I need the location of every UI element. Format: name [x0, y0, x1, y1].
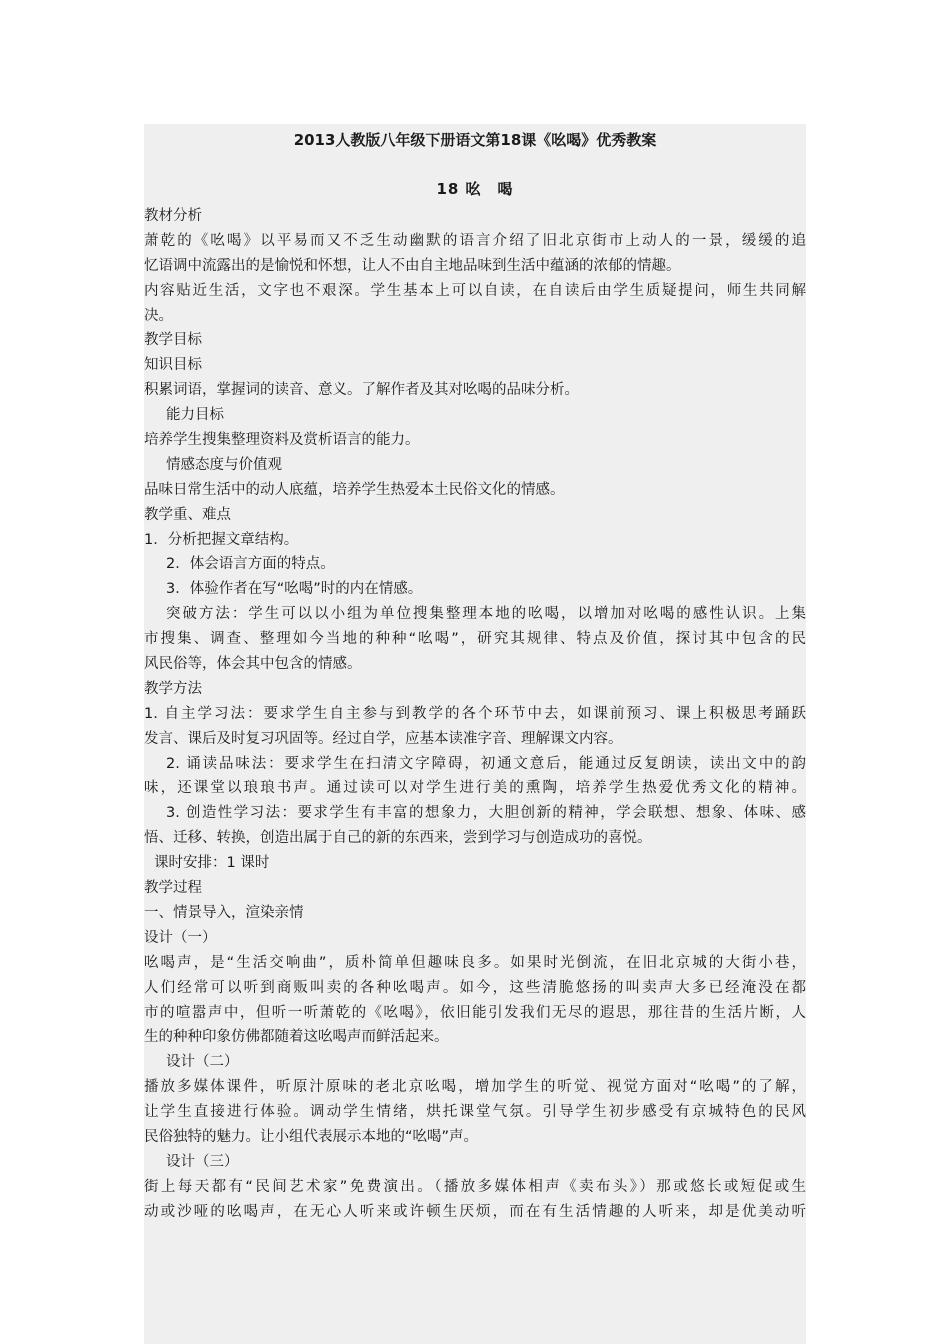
lesson-title: 18 吆 喝	[436, 180, 514, 198]
paragraph-line: 能力目标	[166, 407, 224, 424]
paragraph-line: 教学方法	[144, 680, 202, 697]
paragraph-line: 3. 创造性学习法：要求学生有丰富的想象力，大胆创新的精神，学会联想、想象、体味、感	[166, 805, 806, 822]
paragraph-line: 教学过程	[144, 880, 202, 897]
paragraph-line: 悟、迁移、转换，创造出属于自己的新的东西来，尝到学习与创造成功的喜悦。	[144, 830, 652, 847]
document-title: 2013人教版八年级下册语文第18课《吆喝》优秀教案	[293, 131, 657, 149]
paragraph-line: 内容贴近生活，文字也不艰深。学生基本上可以自读，在自读后由学生质疑提问，师生共同解	[144, 282, 806, 299]
paragraph-line: 1．分析把握文章结构。	[144, 531, 299, 548]
paragraph-line: 教学重、难点	[144, 506, 231, 523]
paragraph-line: 市搜集、调查、整理如今当地的种种“吆喝”，研究其规律、特点及价值，探讨其中包含的民	[144, 631, 806, 648]
paragraph-line: 品味日常生活中的动人底蕴，培养学生热爱本土民俗文化的情感。	[144, 481, 565, 498]
paragraph-line: 积累词语，掌握词的读音、意义。了解作者及其对吆喝的品味分析。	[144, 382, 579, 399]
paragraph-line: 味，还课堂以琅琅书声。通过读可以对学生进行美的熏陶，培养学生热爱优秀文化的精神。	[144, 780, 806, 797]
paragraph-line: 设计（二）	[166, 1054, 239, 1071]
paragraph-line: 情感态度与价值观	[166, 456, 282, 473]
paragraph-line: 民俗独特的魅力。让小组代表展示本地的“吆喝”声。	[144, 1128, 479, 1145]
paragraph-line: 设计（一）	[144, 929, 217, 946]
paragraph-line: 街上每天都有“民间艺术家”免费演出。（播放多媒体相声《卖布头》）那或悠长或短促或生	[144, 1178, 806, 1195]
paragraph-line: 课时安排：1 课时	[154, 855, 270, 872]
paragraph-line: 吆喝声，是“生活交响曲”，质朴简单但趣味良多。如果时光倒流，在旧北京城的大街小巷，	[144, 954, 806, 971]
paragraph-line: 2．体会语言方面的特点。	[166, 556, 335, 573]
paragraph-line: 培养学生搜集整理资料及赏析语言的能力。	[144, 432, 420, 449]
paragraph-line: 教学目标	[144, 332, 202, 349]
paragraph-line: 人们经常可以听到商贩叫卖的各种吆喝声。如今，这些清脆悠扬的叫卖声大多已经淹没在都	[144, 979, 806, 996]
paragraph-line: 市的喧嚣声中，但听一听萧乾的《吆喝》，依旧能引发我们无尽的遐思，那往昔的生活片断，人	[144, 1004, 806, 1021]
paragraph-line: 发言、课后及时复习巩固等。经过自学，应基本读准字音、理解课文内容。	[144, 730, 623, 747]
paragraph-line: 突破方法：学生可以以小组为单位搜集整理本地的吆喝，以增加对吆喝的感性认识。上集	[166, 606, 806, 623]
paragraph-line: 动或沙哑的吆喝声，在无心人听来或许顿生厌烦，而在有生活情趣的人听来，却是优美动听	[144, 1203, 806, 1220]
paragraph-line: 知识目标	[144, 357, 202, 374]
paragraph-line: 决。	[144, 307, 173, 324]
paragraph-line: 忆语调中流露出的是愉悦和怀想，让人不由自主地品味到生活中蕴涵的浓郁的情趣。	[144, 257, 681, 274]
paragraph-line: 播放多媒体课件，听原汁原味的老北京吆喝，增加学生的听觉、视觉方面对“吆喝”的了解，	[144, 1079, 806, 1096]
paragraph-line: 萧乾的《吆喝》以平易而又不乏生动幽默的语言介绍了旧北京街市上动人的一景，缓缓的追	[144, 232, 806, 249]
paragraph-line: 生的种种印象仿佛都随着这吆喝声而鲜活起来。	[144, 1029, 449, 1046]
paragraph-line: 让学生直接进行体验。调动学生情绪，烘托课堂气氛。引导学生初步感受有京城特色的民风	[144, 1104, 806, 1121]
paragraph-line: 风民俗等，体会其中包含的情感。	[144, 656, 362, 673]
paragraph-line: 3．体验作者在写“吆喝”时的内在情感。	[166, 581, 423, 598]
document-page	[144, 124, 806, 1344]
paragraph-line: 设计（三）	[166, 1153, 239, 1170]
paragraph-line: 一、情景导入，渲染亲情	[144, 904, 304, 921]
document-body	[144, 204, 806, 1225]
paragraph-line: 1. 自主学习法：要求学生自主参与到教学的各个环节中去，如课前预习、课上积极思考踊跃	[144, 705, 806, 722]
paragraph-line: 教材分析	[144, 208, 202, 224]
paragraph-line: 2. 诵读品味法：要求学生在扫清文字障碍，初通文意后，能通过反复朗读，读出文中的韵	[166, 755, 806, 772]
